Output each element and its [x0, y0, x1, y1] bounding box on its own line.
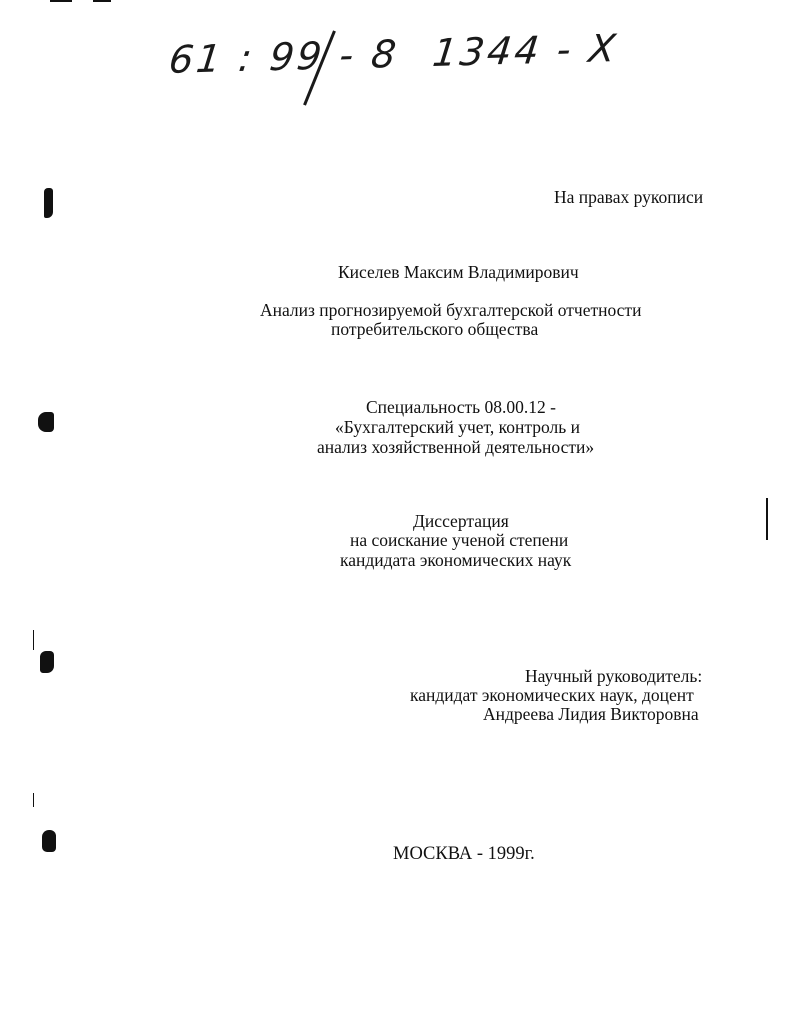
specialty-line2: «Бухгалтерский учет, контроль и [335, 417, 580, 437]
specialty-line3: анализ хозяйственной деятельности» [317, 437, 595, 457]
binding-hole-mark [42, 830, 56, 852]
scan-edge-line [33, 630, 34, 650]
specialty-line1: Специальность 08.00.12 - [366, 397, 556, 417]
binding-hole-mark [40, 651, 54, 673]
degree-line3: кандидата экономических наук [340, 550, 572, 570]
archive-code-left: 61 : 99 - 8 [166, 31, 402, 82]
degree-line1: Диссертация [413, 511, 509, 531]
rights-notice: На правах рукописи [554, 187, 704, 207]
supervisor-degree: кандидат экономических наук, доцент [410, 685, 694, 705]
supervisor-name: Андреева Лидия Викторовна [483, 704, 699, 724]
dissertation-title-line1: Анализ прогнозируемой бухгалтерской отчетности [260, 300, 642, 320]
archive-code-handwritten [167, 26, 621, 82]
author-name: Киселев Максим Владимирович [338, 262, 579, 282]
place-and-year: МОСКВА - 1999г. [393, 844, 535, 864]
scan-edge-line [766, 498, 768, 540]
dissertation-title-line2: потребительского общества [331, 319, 539, 339]
supervisor-heading: Научный руководитель: [525, 666, 703, 686]
binding-hole-mark [38, 412, 54, 432]
scan-top-tick [50, 0, 72, 2]
archive-code-right: 1344 - X [430, 26, 621, 75]
degree-line2: на соискание ученой степени [350, 530, 569, 550]
scan-edge-line [33, 793, 34, 807]
scan-top-tick [93, 0, 111, 2]
binding-hole-mark [44, 188, 53, 218]
